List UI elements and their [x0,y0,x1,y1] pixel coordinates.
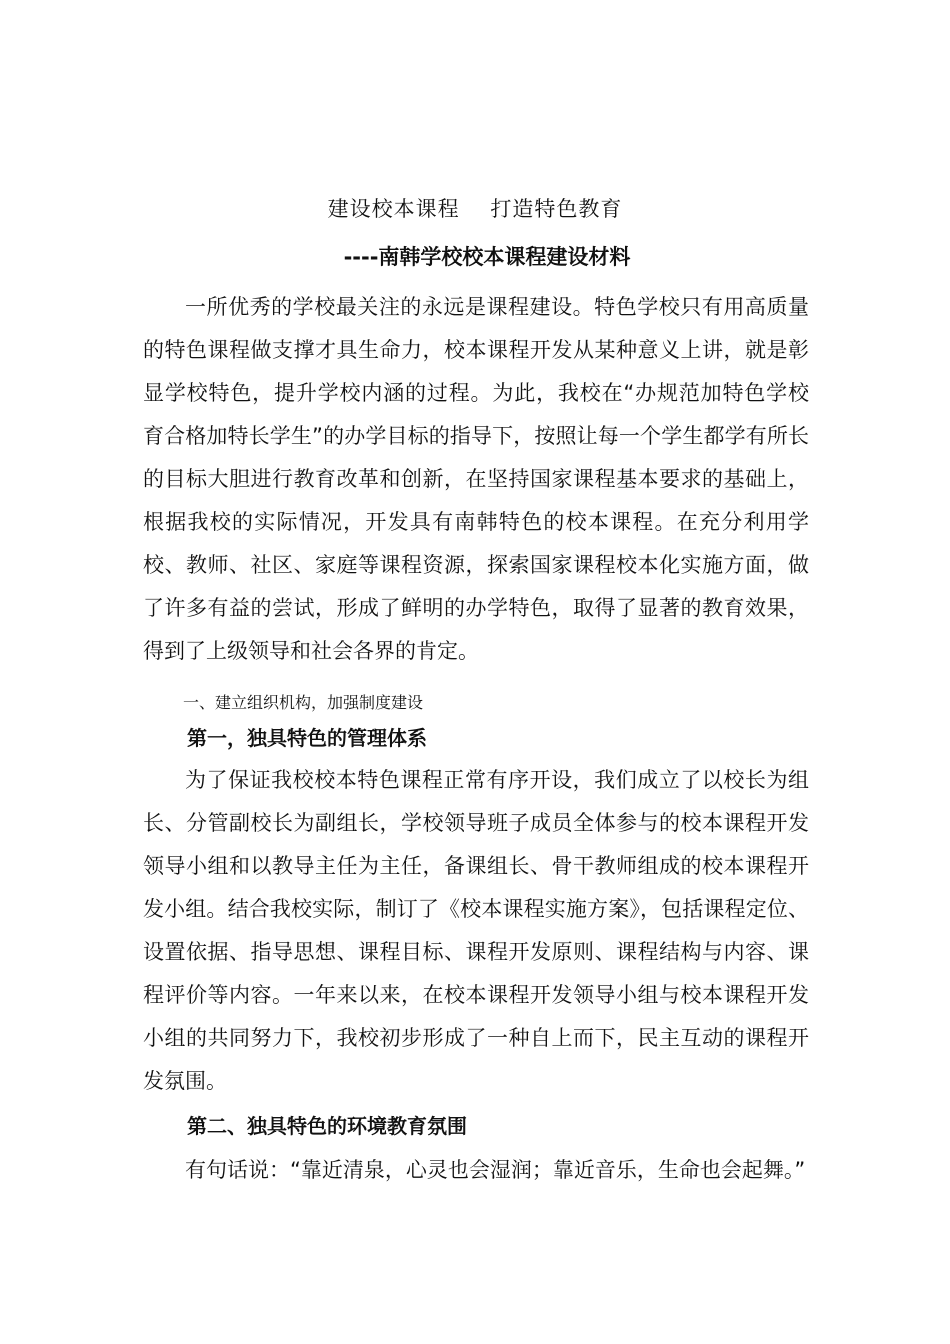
paragraph-environment-education: 有句话说：“靠近清泉，心灵也会湿润；靠近音乐，生命也会起舞。” [185,1158,806,1182]
heading-management-system: 第一，独具特色的管理体系 [187,726,427,750]
document-subtitle: ----南韩学校校本课程建设材料 [343,245,631,269]
intro-paragraph: 一所优秀的学校最关注的永远是课程建设。特色学校只有用高质量的特色课程做支撑才具生命力，校本课程开发从某种意义上讲，就是彰显学校特色，提升学校内涵的过程。为此，我校在“办规范加特色学校 育合格加特长学生”的办学目标的指导下，按照让每一个学生都学有所长的目标大胆进行教育改革和创新，在坚持国家课程基本要求的基础上，根据我校的实际情况，开发具有南韩特色的校本课程。在充分利用学校、教师、社区、家庭等课程资源，探索国家课程校本化实施方面，做了许多有益的尝试，形成了鲜明的办学特色，取得了显著的教育效果，得到了上级领导和社会各界的肯定。 [143,295,809,663]
document-title: 建设校本课程 打造特色教育 [327,197,623,221]
heading-environment-education: 第二、独具特色的环境教育氛围 [187,1114,467,1138]
section-1-title: 一、建立组织机构，加强制度建设 [183,693,424,712]
paragraph-management-system: 为了保证我校校本特色课程正常有序开设，我们成立了以校长为组长、分管副校长为副组长，学校领导班子成员全体参与的校本课程开发领导小组和以教导主任为主任，备课组长、骨干教师组成的校本课程开发小组。结合我校实际，制订了《校本课程实施方案》，包括课程定位、设置依据、指导思想、课程目标、课程开发原则、课程结构与内容、课程评价等内容。一年来以来，在校本课程开发领导小组与校本课程开发小组的共同努力下，我校初步形成了一种自上而下，民主互动的课程开发氛围。 [143,768,809,1093]
